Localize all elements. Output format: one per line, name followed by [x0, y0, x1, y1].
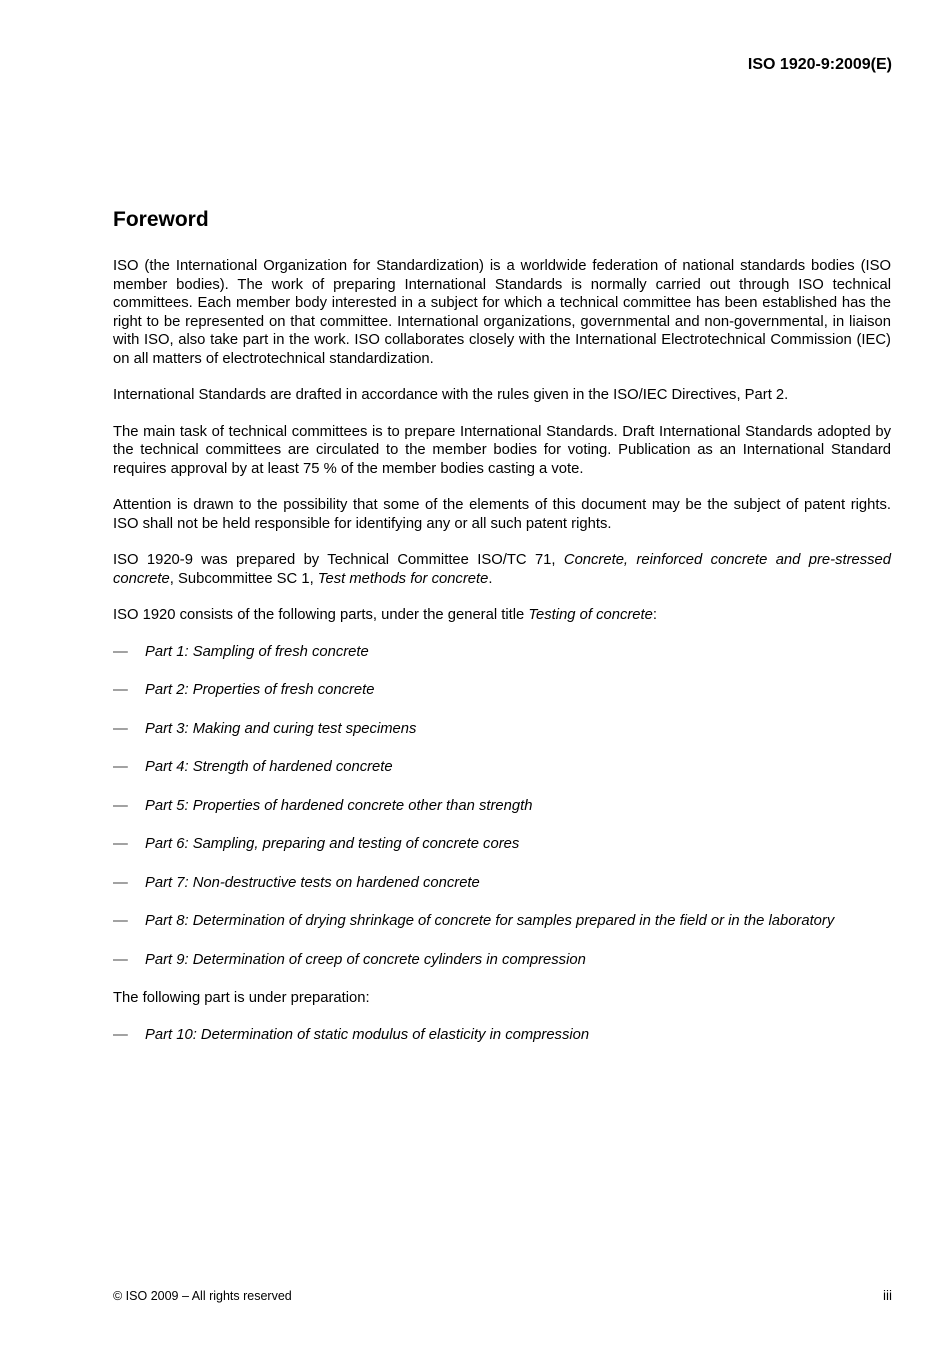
subcommittee-title: Test methods for concrete: [317, 570, 489, 587]
paragraph-main-task: The main task of technical committees is to prepare International Standards. Draft International Standards adopted by the technical committees are circulated to the member bodies for voting. Publication as an International Standard requires approval by at least 75 % of the member bodies casting a vote.: [113, 423, 891, 477]
paragraph-prepared-by: [113, 551, 891, 588]
list-item: [113, 874, 865, 893]
list-item-text: Part 1: Sampling of fresh concrete: [145, 643, 369, 660]
list-item: [113, 681, 865, 700]
parts-in-preparation-list: [113, 1026, 891, 1045]
list-item: [113, 643, 865, 662]
parts-intro-text-2: :: [652, 607, 657, 623]
list-item: [113, 1026, 865, 1045]
list-item-text: Part 4: Strength of hardened concrete: [145, 759, 393, 775]
list-item: [113, 797, 865, 816]
dash-marker: —: [113, 874, 128, 891]
paragraph-parts-intro: [113, 606, 891, 625]
dash-marker: —: [113, 913, 128, 929]
parts-list: [113, 643, 891, 970]
document-identifier: ISO 1920-9:2009(E): [747, 56, 892, 73]
dash-marker: —: [113, 797, 128, 814]
list-item-text: Part 6: Sampling, preparing and testing of concrete cores: [145, 836, 520, 852]
list-item-text: Part 3: Making and curing test specimens: [145, 720, 417, 737]
dash-marker: —: [113, 682, 128, 698]
prepared-by-text-2: , Subcommittee SC 1,: [169, 570, 318, 587]
dash-marker: —: [113, 836, 128, 852]
list-item-text: Part 9: Determination of creep of concrete cylinders in compression: [145, 951, 586, 968]
foreword-content: [113, 208, 891, 1064]
list-item: [113, 912, 865, 931]
list-item-text: Part 2: Properties of fresh concrete: [145, 682, 375, 698]
dash-marker: —: [113, 759, 128, 775]
paragraph-directives: International Standards are drafted in accordance with the rules given in the ISO/IEC Directives, Part 2.: [113, 387, 789, 403]
list-item: [113, 720, 865, 739]
paragraph-patent-rights: Attention is drawn to the possibility that some of the elements of this document may be the subject of patent rights. ISO shall not be held responsible for identifying any or all such patent rights.: [113, 497, 891, 532]
copyright-notice: © ISO 2009 – All rights reserved: [113, 1289, 292, 1303]
dash-marker: —: [113, 1026, 128, 1043]
page-number: iii: [883, 1288, 892, 1303]
prepared-by-text-1: ISO 1920-9 was prepared by Technical Committee ISO/TC 71,: [113, 552, 564, 568]
list-item-text: Part 7: Non-destructive tests on hardened concrete: [145, 874, 480, 891]
list-item-text: Part 8: Determination of drying shrinkage of concrete for samples prepared in the field or in the laboratory: [145, 913, 835, 929]
list-item: [113, 951, 865, 970]
list-item: [113, 758, 865, 777]
paragraph-under-preparation: The following part is under preparation:: [113, 990, 370, 1006]
dash-marker: —: [113, 643, 128, 660]
list-item-text: Part 5: Properties of hardened concrete other than strength: [145, 797, 533, 814]
dash-marker: —: [113, 951, 128, 968]
paragraph-iso-intro: ISO (the International Organization for Standardization) is a worldwide federation of national standards bodies (ISO member bodies). The work of preparing International Standards is normally carried out through ISO technical committees. Each member body interested in a subject for which a technical committee has been established has the right to be represented on that committee. International organizations, governmental and non-governmental, in liaison with ISO, also take part in the work. ISO collaborates closely with the International Electrotechnical Commission (IEC) on all matters of electrotechnical standardization.: [113, 258, 891, 367]
parts-intro-text-1: ISO 1920 consists of the following parts, under the general title: [113, 607, 529, 623]
list-item-text: Part 10: Determination of static modulus of elasticity in compression: [145, 1026, 590, 1043]
prepared-by-text-3: .: [488, 570, 493, 587]
dash-marker: —: [113, 720, 128, 737]
committee-title: Concrete, reinforced concrete and pre-stressed concrete: [113, 552, 891, 587]
page-title: Foreword: [113, 208, 209, 231]
list-item: [113, 835, 865, 854]
general-title: Testing of concrete: [528, 607, 653, 623]
